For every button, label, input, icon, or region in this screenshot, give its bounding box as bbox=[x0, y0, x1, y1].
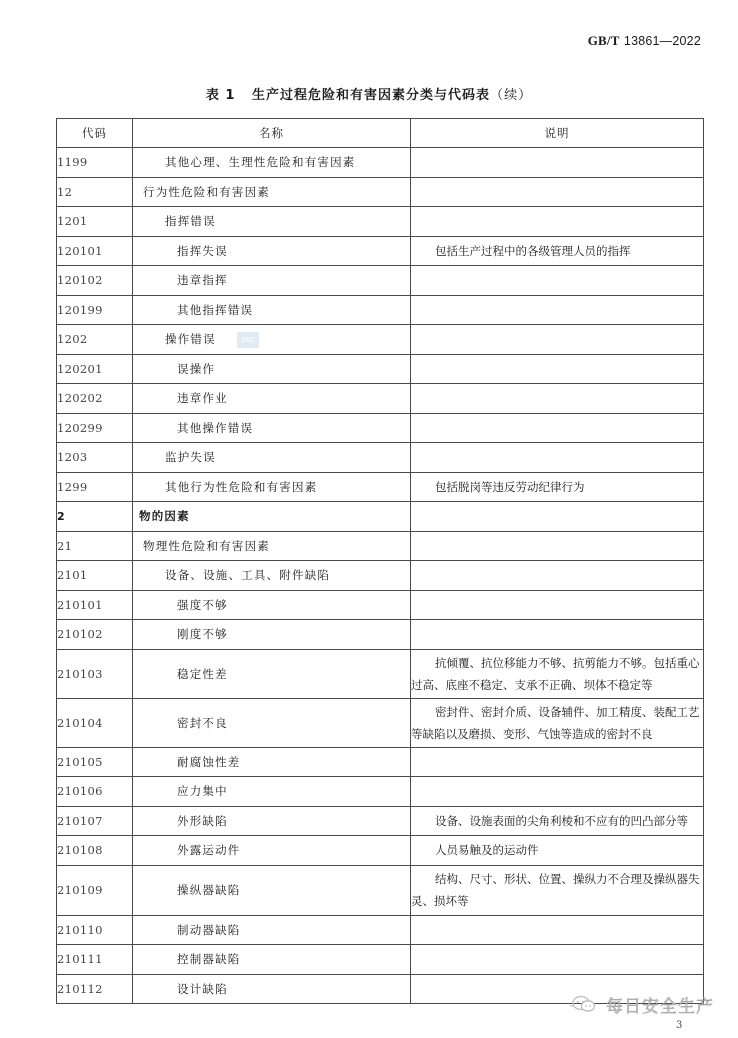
cell-description bbox=[411, 295, 704, 325]
cell-name: 违章指挥 bbox=[133, 266, 411, 296]
hazard-code-table bbox=[56, 118, 704, 1004]
cell-code: 120202 bbox=[57, 384, 133, 414]
table-row bbox=[57, 148, 704, 178]
cell-code: 1201 bbox=[57, 207, 133, 237]
table-row bbox=[57, 531, 704, 561]
cell-name: 指挥错误 bbox=[133, 207, 411, 237]
table-row bbox=[57, 836, 704, 866]
cell-name: 外形缺陷 bbox=[133, 806, 411, 836]
cell-description bbox=[411, 806, 704, 836]
cell-description bbox=[411, 945, 704, 975]
table-row bbox=[57, 295, 704, 325]
standard-number bbox=[588, 33, 701, 49]
table-header-row bbox=[57, 119, 704, 148]
cell-code: 120102 bbox=[57, 266, 133, 296]
cell-code: 210105 bbox=[57, 747, 133, 777]
column-header-code: 代码 bbox=[57, 119, 133, 148]
cell-name: 其他心理、生理性危险和有害因素 bbox=[133, 148, 411, 178]
cell-code: 210112 bbox=[57, 974, 133, 1004]
cell-description bbox=[411, 177, 704, 207]
table-row bbox=[57, 177, 704, 207]
cell-name: 稳定性差 bbox=[133, 649, 411, 698]
table-row bbox=[57, 325, 704, 355]
cell-name: 设备、设施、工具、附件缺陷 bbox=[133, 561, 411, 591]
cell-description bbox=[411, 384, 704, 414]
cell-name: 耐腐蚀性差 bbox=[133, 747, 411, 777]
table-row bbox=[57, 236, 704, 266]
description-text: 包括生产过程中的各级管理人员的指挥 bbox=[435, 243, 631, 258]
table-row bbox=[57, 472, 704, 502]
cell-code: 1202 bbox=[57, 325, 133, 355]
cell-description bbox=[411, 413, 704, 443]
cell-name: 误操作 bbox=[133, 354, 411, 384]
watermark-logo: SNC bbox=[237, 332, 259, 348]
cell-code: 12 bbox=[57, 177, 133, 207]
table-row bbox=[57, 915, 704, 945]
table-row bbox=[57, 207, 704, 237]
table-row bbox=[57, 561, 704, 591]
cell-name: 其他指挥错误 bbox=[133, 295, 411, 325]
cell-description bbox=[411, 443, 704, 473]
cell-code: 21 bbox=[57, 531, 133, 561]
cell-code: 210107 bbox=[57, 806, 133, 836]
cell-name: 制动器缺陷 bbox=[133, 915, 411, 945]
description-text: 抗倾覆、抗位移能力不够、抗剪能力不够。包括重心过高、底座不稳定、支承不正确、坝体不稳定等 bbox=[411, 655, 700, 692]
cell-code: 120199 bbox=[57, 295, 133, 325]
table-row bbox=[57, 590, 704, 620]
table-row bbox=[57, 266, 704, 296]
description-text: 包括脱岗等违反劳动纪律行为 bbox=[435, 479, 585, 494]
table-row bbox=[57, 865, 704, 915]
cell-name: 物的因素 bbox=[133, 502, 411, 532]
table-row bbox=[57, 945, 704, 975]
cell-name: 操纵器缺陷 bbox=[133, 865, 411, 915]
cell-description bbox=[411, 865, 704, 915]
cell-description bbox=[411, 620, 704, 650]
cell-name: 应力集中 bbox=[133, 777, 411, 807]
cell-name: 控制器缺陷 bbox=[133, 945, 411, 975]
cell-description bbox=[411, 531, 704, 561]
column-header-name: 名称 bbox=[133, 119, 411, 148]
cell-description bbox=[411, 561, 704, 591]
description-text: 密封件、密封介质、设备辅件、加工精度、装配工艺等缺陷以及磨损、变形、气蚀等造成的密封不良 bbox=[411, 704, 700, 741]
table-row bbox=[57, 443, 704, 473]
cell-code: 120299 bbox=[57, 413, 133, 443]
cell-code: 2 bbox=[57, 502, 133, 532]
table-row bbox=[57, 806, 704, 836]
cell-description bbox=[411, 777, 704, 807]
cell-description bbox=[411, 148, 704, 178]
wechat-watermark bbox=[570, 992, 714, 1016]
cell-name: 物理性危险和有害因素 bbox=[133, 531, 411, 561]
wechat-icon bbox=[570, 993, 600, 1015]
table-row bbox=[57, 354, 704, 384]
cell-code: 1299 bbox=[57, 472, 133, 502]
cell-name: 刚度不够 bbox=[133, 620, 411, 650]
column-header-description: 说明 bbox=[411, 119, 704, 148]
table-row bbox=[57, 698, 704, 747]
cell-code: 2101 bbox=[57, 561, 133, 591]
standard-code: 13861—2022 bbox=[623, 34, 701, 48]
page-number: 3 bbox=[676, 1020, 683, 1031]
cell-description bbox=[411, 747, 704, 777]
cell-code: 210109 bbox=[57, 865, 133, 915]
table-row bbox=[57, 649, 704, 698]
cell-name: 违章作业 bbox=[133, 384, 411, 414]
cell-code: 1203 bbox=[57, 443, 133, 473]
table-title-text: 表 1 生产过程危险和有害因素分类与代码表 bbox=[205, 88, 491, 103]
description-text: 人员易触及的运动件 bbox=[435, 843, 539, 858]
table-row bbox=[57, 620, 704, 650]
cell-description bbox=[411, 915, 704, 945]
cell-code: 210106 bbox=[57, 777, 133, 807]
cell-description bbox=[411, 649, 704, 698]
cell-code: 210102 bbox=[57, 620, 133, 650]
cell-name: 指挥失误 bbox=[133, 236, 411, 266]
table-row bbox=[57, 747, 704, 777]
cell-name: 设计缺陷 bbox=[133, 974, 411, 1004]
cell-name: 外露运动件 bbox=[133, 836, 411, 866]
cell-name: 其他行为性危险和有害因素 bbox=[133, 472, 411, 502]
cell-description bbox=[411, 266, 704, 296]
cell-description bbox=[411, 354, 704, 384]
table-row-category bbox=[57, 502, 704, 532]
table-title bbox=[0, 84, 738, 103]
cell-code: 120201 bbox=[57, 354, 133, 384]
table-row bbox=[57, 413, 704, 443]
cell-description bbox=[411, 590, 704, 620]
cell-name: 行为性危险和有害因素 bbox=[133, 177, 411, 207]
wechat-account-name: 每日安全生产 bbox=[606, 996, 714, 1017]
table-row bbox=[57, 384, 704, 414]
cell-description bbox=[411, 836, 704, 866]
cell-code: 210101 bbox=[57, 590, 133, 620]
cell-name: 其他操作错误 bbox=[133, 413, 411, 443]
cell-code: 210110 bbox=[57, 915, 133, 945]
cell-name: 强度不够 bbox=[133, 590, 411, 620]
cell-description bbox=[411, 472, 704, 502]
table-title-continued: （续） bbox=[490, 88, 533, 103]
cell-description bbox=[411, 698, 704, 747]
cell-name: 密封不良 bbox=[133, 698, 411, 747]
cell-code: 120101 bbox=[57, 236, 133, 266]
cell-description bbox=[411, 207, 704, 237]
cell-description bbox=[411, 502, 704, 532]
cell-description bbox=[411, 325, 704, 355]
description-text: 设备、设施表面的尖角利棱和不应有的凹凸部分等 bbox=[435, 813, 688, 828]
cell-code: 210104 bbox=[57, 698, 133, 747]
standard-prefix: GB/T bbox=[587, 33, 620, 48]
description-text: 结构、尺寸、形状、位置、操纵力不合理及操纵器失灵、损坏等 bbox=[411, 872, 700, 908]
cell-code: 210103 bbox=[57, 649, 133, 698]
cell-code: 210108 bbox=[57, 836, 133, 866]
cell-name: 操作错误 bbox=[133, 325, 411, 355]
table-row bbox=[57, 777, 704, 807]
cell-description bbox=[411, 236, 704, 266]
cell-code: 1199 bbox=[57, 148, 133, 178]
cell-name: 监护失误 bbox=[133, 443, 411, 473]
cell-code: 210111 bbox=[57, 945, 133, 975]
